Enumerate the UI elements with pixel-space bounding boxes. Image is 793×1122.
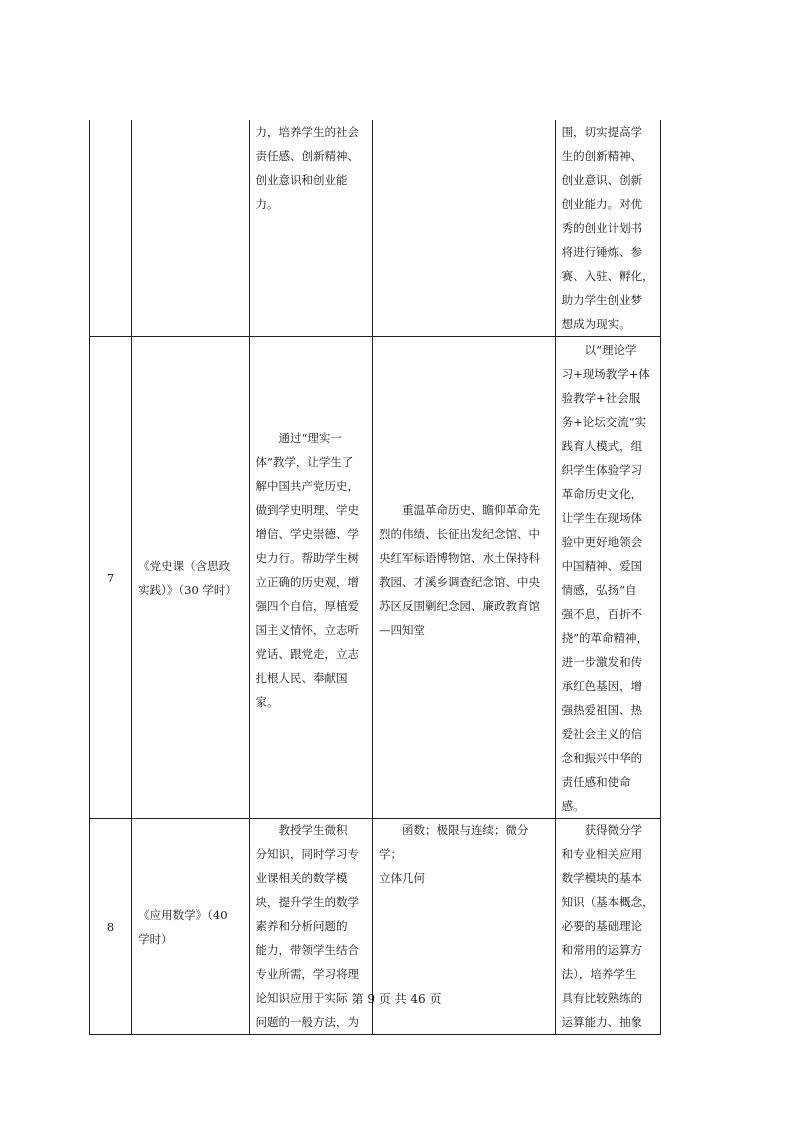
course-name: 《党史课（含思政 实践）》（30 学时） [138,558,237,597]
row-number: 7 [106,570,115,585]
course-goal-cell [249,337,372,819]
row-number-cell [90,337,132,819]
course-name-cell [132,120,249,337]
course-outcome-cell [555,120,660,337]
course-name: 《应用数学》（40 学时） [138,907,228,946]
table-row [90,120,661,337]
curriculum-table [89,120,661,1035]
course-goal-cell [249,120,372,337]
course-content: 函数；极限与连续；微分学； 立体几何 [378,823,529,885]
row-number: 8 [106,919,115,934]
course-outcome: 以“理论学 习+现场教学+体 验教学+社会服 务+论坛交流”实 践育人模式，组 织学生体验学习 革命历史文化， 让学生在现场体 验中更好地领会 中国精神、爱国 情感，弘扬“自 强不息，百折不 挠”的革命精神， 进一步激发和传 承红色基因，增 强热爱祖国、热 爱社会主义的信 念和振兴中华的 责任感和使命 感。 [561,343,650,813]
row-number-cell [90,120,132,337]
course-outcome: 围，切实提高学 生的创新精神、 创业意识、创新 创业能力。对优 秀的创业计划书 将进行锤炼、参 赛、入驻、孵化， 助力学生创业梦 想成为现实。 [561,125,654,331]
course-goal: 通过“理实一 体”教学，让学生了 解中国共产党历史， 做到学史明理、学史 增信、学史崇德、学 史力行。帮助学生树 立正确的历史观，增 强四个自信，厚植爱 国主义情怀，立志听 党话、跟党走，立志 扎根人民、奉献国 家。 [255,431,360,709]
course-name-cell [132,337,249,819]
course-content-cell [372,120,555,337]
course-goal: 力，培养学生的社会 责任感、创新精神、 创业意识和创业能 力。 [255,125,360,211]
course-goal: 教授学生微积 分知识，同时学习专 业课相关的数学模 块，提升学生的数学 素养和分析问题的 能力，带领学生结合 专业所需，学习将理 论知识应用于实际 问题的一般方法，为 [255,823,360,1029]
course-content-cell [372,337,555,819]
course-outcome-cell [555,337,660,819]
page-footer: 第 9 页 共 46 页 [351,992,442,1006]
course-content: 重温革命历史、瞻仰革命先 烈的伟绩、长征出发纪念馆、中 央红军标语博物馆、水土保持科 教园、才溪乡调查纪念馆、中央 苏区反围剿纪念园、廉政教育馆 —四知堂 [378,503,540,637]
course-outcome: 获得微分学 和专业相关应用 数学模块的基本 知识（基本概念， 必要的基础理论 和常用的运算方 法），培养学生 具有比较熟练的 运算能力、抽象 [561,823,654,1029]
table-row [90,337,661,819]
